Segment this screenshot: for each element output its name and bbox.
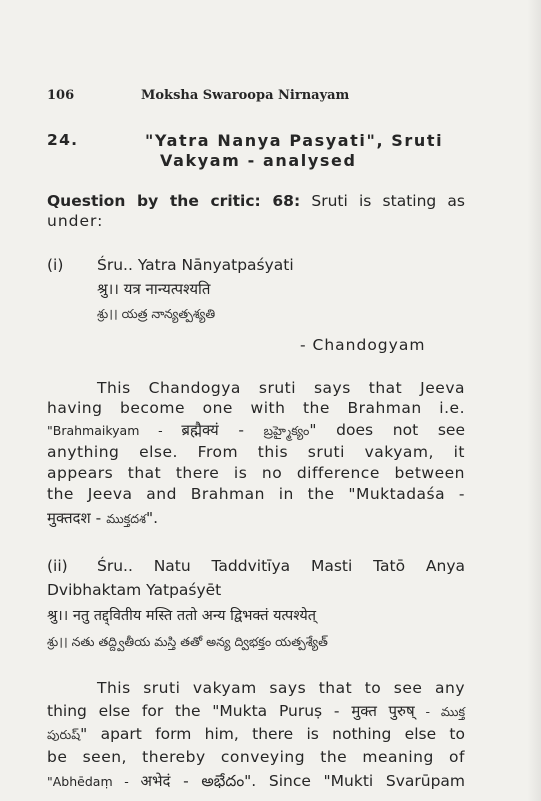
para1-line7: मुक्तदश - ముక్తదశ". — [47, 509, 159, 527]
para1-line6: the Jeeva and Brahman in the "Muktadaśa - — [47, 485, 465, 503]
para2-line2: thing else for the "Mukta Puruṣ - मुक्त पुरुष् - ముక్త — [47, 702, 465, 720]
para2-line5: "Abhēdaṃ - अभेदं - అభేదం". Since "Mukti Svarūpam — [47, 772, 466, 790]
item-i-sru-telugu: శ్రు।। యత్ర నాన్యత్పశ్యతి — [97, 306, 216, 321]
para1-line1: This Chandogya sruti says that Jeeva — [97, 379, 465, 397]
section-number: 24. — [47, 131, 79, 149]
item-ii-sru-roman-line1: Śru.. Natu Taddvitīya Masti Tatō Anya — [97, 557, 465, 575]
para1-line5: appears that there is no difference between — [47, 464, 465, 482]
running-header — [47, 88, 350, 103]
para1-line2: having become one with the Brahman i.e. — [47, 399, 465, 417]
para2-line1: This sruti vakyam says that to see any — [97, 679, 465, 697]
book-title: Moksha Swaroopa Nirnayam — [141, 88, 350, 103]
item-ii-sru-devanagari: श्रु।। नतु तद्द्वितीय मस्ति ततो अन्य द्विभक्तं यत्पश्येत् — [47, 608, 317, 624]
para1-line3: "Brahmaikyam - ब्रह्मैक्यं - బ్రహ్మైక్యం" does not see — [47, 421, 465, 439]
question-label: Question by the critic: 68: — [47, 192, 301, 210]
para2-line4: be seen, thereby conveying the meaning of — [47, 748, 465, 766]
item-i-source: - Chandogyam — [300, 336, 426, 354]
item-i-sru-devanagari: श्रु।। यत्र नान्यत्पश्यति — [97, 280, 211, 298]
page-edge-shadow — [527, 0, 541, 801]
page-number: 106 — [47, 88, 75, 103]
section-title-line2: Vakyam - analysed — [160, 151, 357, 170]
item-ii-marker: (ii) — [47, 557, 68, 575]
item-ii-sru-roman-line2: Dvibhaktam Yatpaśyēt — [47, 581, 222, 599]
item-i-marker: (i) — [47, 256, 64, 274]
item-i-sru-roman: Śru.. Yatra Nānyatpaśyati — [97, 256, 294, 274]
item-ii-sru-telugu: శ్రు।। నతు తద్ద్వితీయ మస్తి తతో అన్య ద్విభక్తం యత్పశ్యేత్ — [47, 634, 328, 649]
section-title-line1: "Yatra Nanya Pasyati", Sruti — [145, 131, 444, 150]
para2-line3: పురుష్" apart form him, there is nothing else to — [47, 725, 465, 743]
question-line2: under: — [47, 212, 104, 230]
question-text-1: Sruti is stating as — [300, 192, 465, 210]
question-line1 — [47, 192, 465, 210]
para1-line4: anything else. From this sruti vakyam, it — [47, 443, 465, 461]
